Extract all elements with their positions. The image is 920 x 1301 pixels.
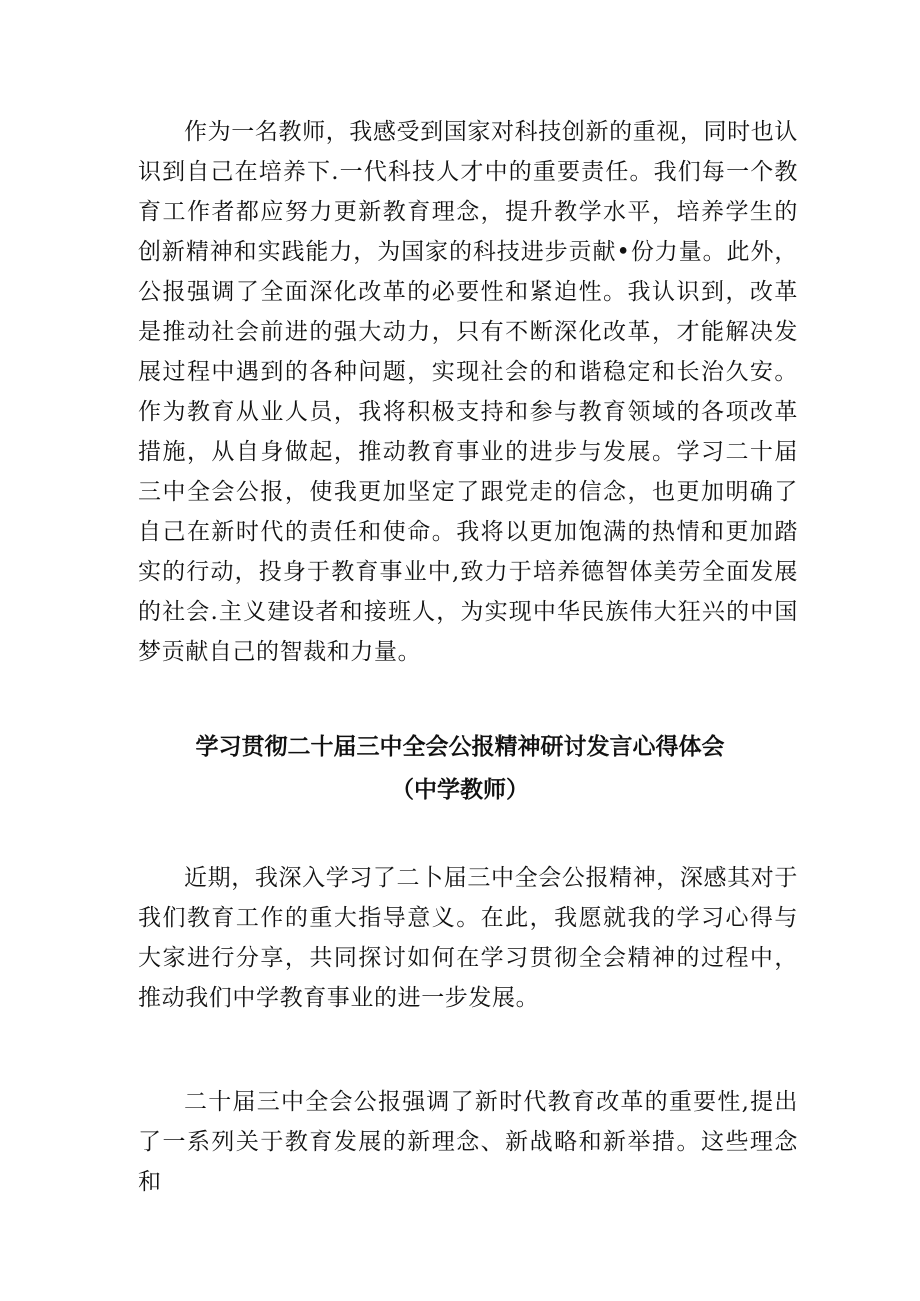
body-paragraph: 二十届三中全会公报强调了新时代教育改革的重要性,提出了一系列关于教育发展的新理念、新战略和新举措。这些理念和 xyxy=(138,1089,798,1195)
section-subtitle: （中学教师） xyxy=(391,777,529,803)
body-paragraph: 作为一名教师，我感受到国家对科技创新的重视，同时也认识到自己在培养下.一代科技人才中的重要责任。我们每一个教育工作者都应努力更新教育理念，提升教学水平，培养学生的创新精神和实践能力，为国家的科技进步贡献•份力量。此外，公报强调了全面深化改革的必要性和紧迫性。我认识到，改革是推动社会前进的强大动力，只有不断深化改革，才能解决发展过程中遇到的各种问题，实现社会的和谐稳定和长治久安。作为教育从业人员，我将积极支持和参与教育领域的各项改革措施，从自身做起，推动教育事业的进步与发展。学习二十届三中全会公报，使我更加坚定了跟党走的信念，也更加明确了自己在新时代的责任和使命。我将以更加饱满的热情和更加踏实的行动，投身于教育事业中,致力于培养德智体美劳全面发展的社会.主义建设者和接班人，为实现中华民族伟大狂兴的中国梦贡献自己的智裁和力量。 xyxy=(138,119,798,665)
body-paragraph: 近期，我深入学习了二卜届三中全会公报精神，深感其对于我们教育工作的重大指导意义。在此，我愿就我的学习心得与大家进行分享，共同探讨如何在学习贯彻全会精神的过程中，推动我们中学教育事业的进一步发展。 xyxy=(138,865,798,1011)
section-title: 学习贯彻二十届三中全会公报精神研讨发言心得体会 xyxy=(195,734,725,760)
